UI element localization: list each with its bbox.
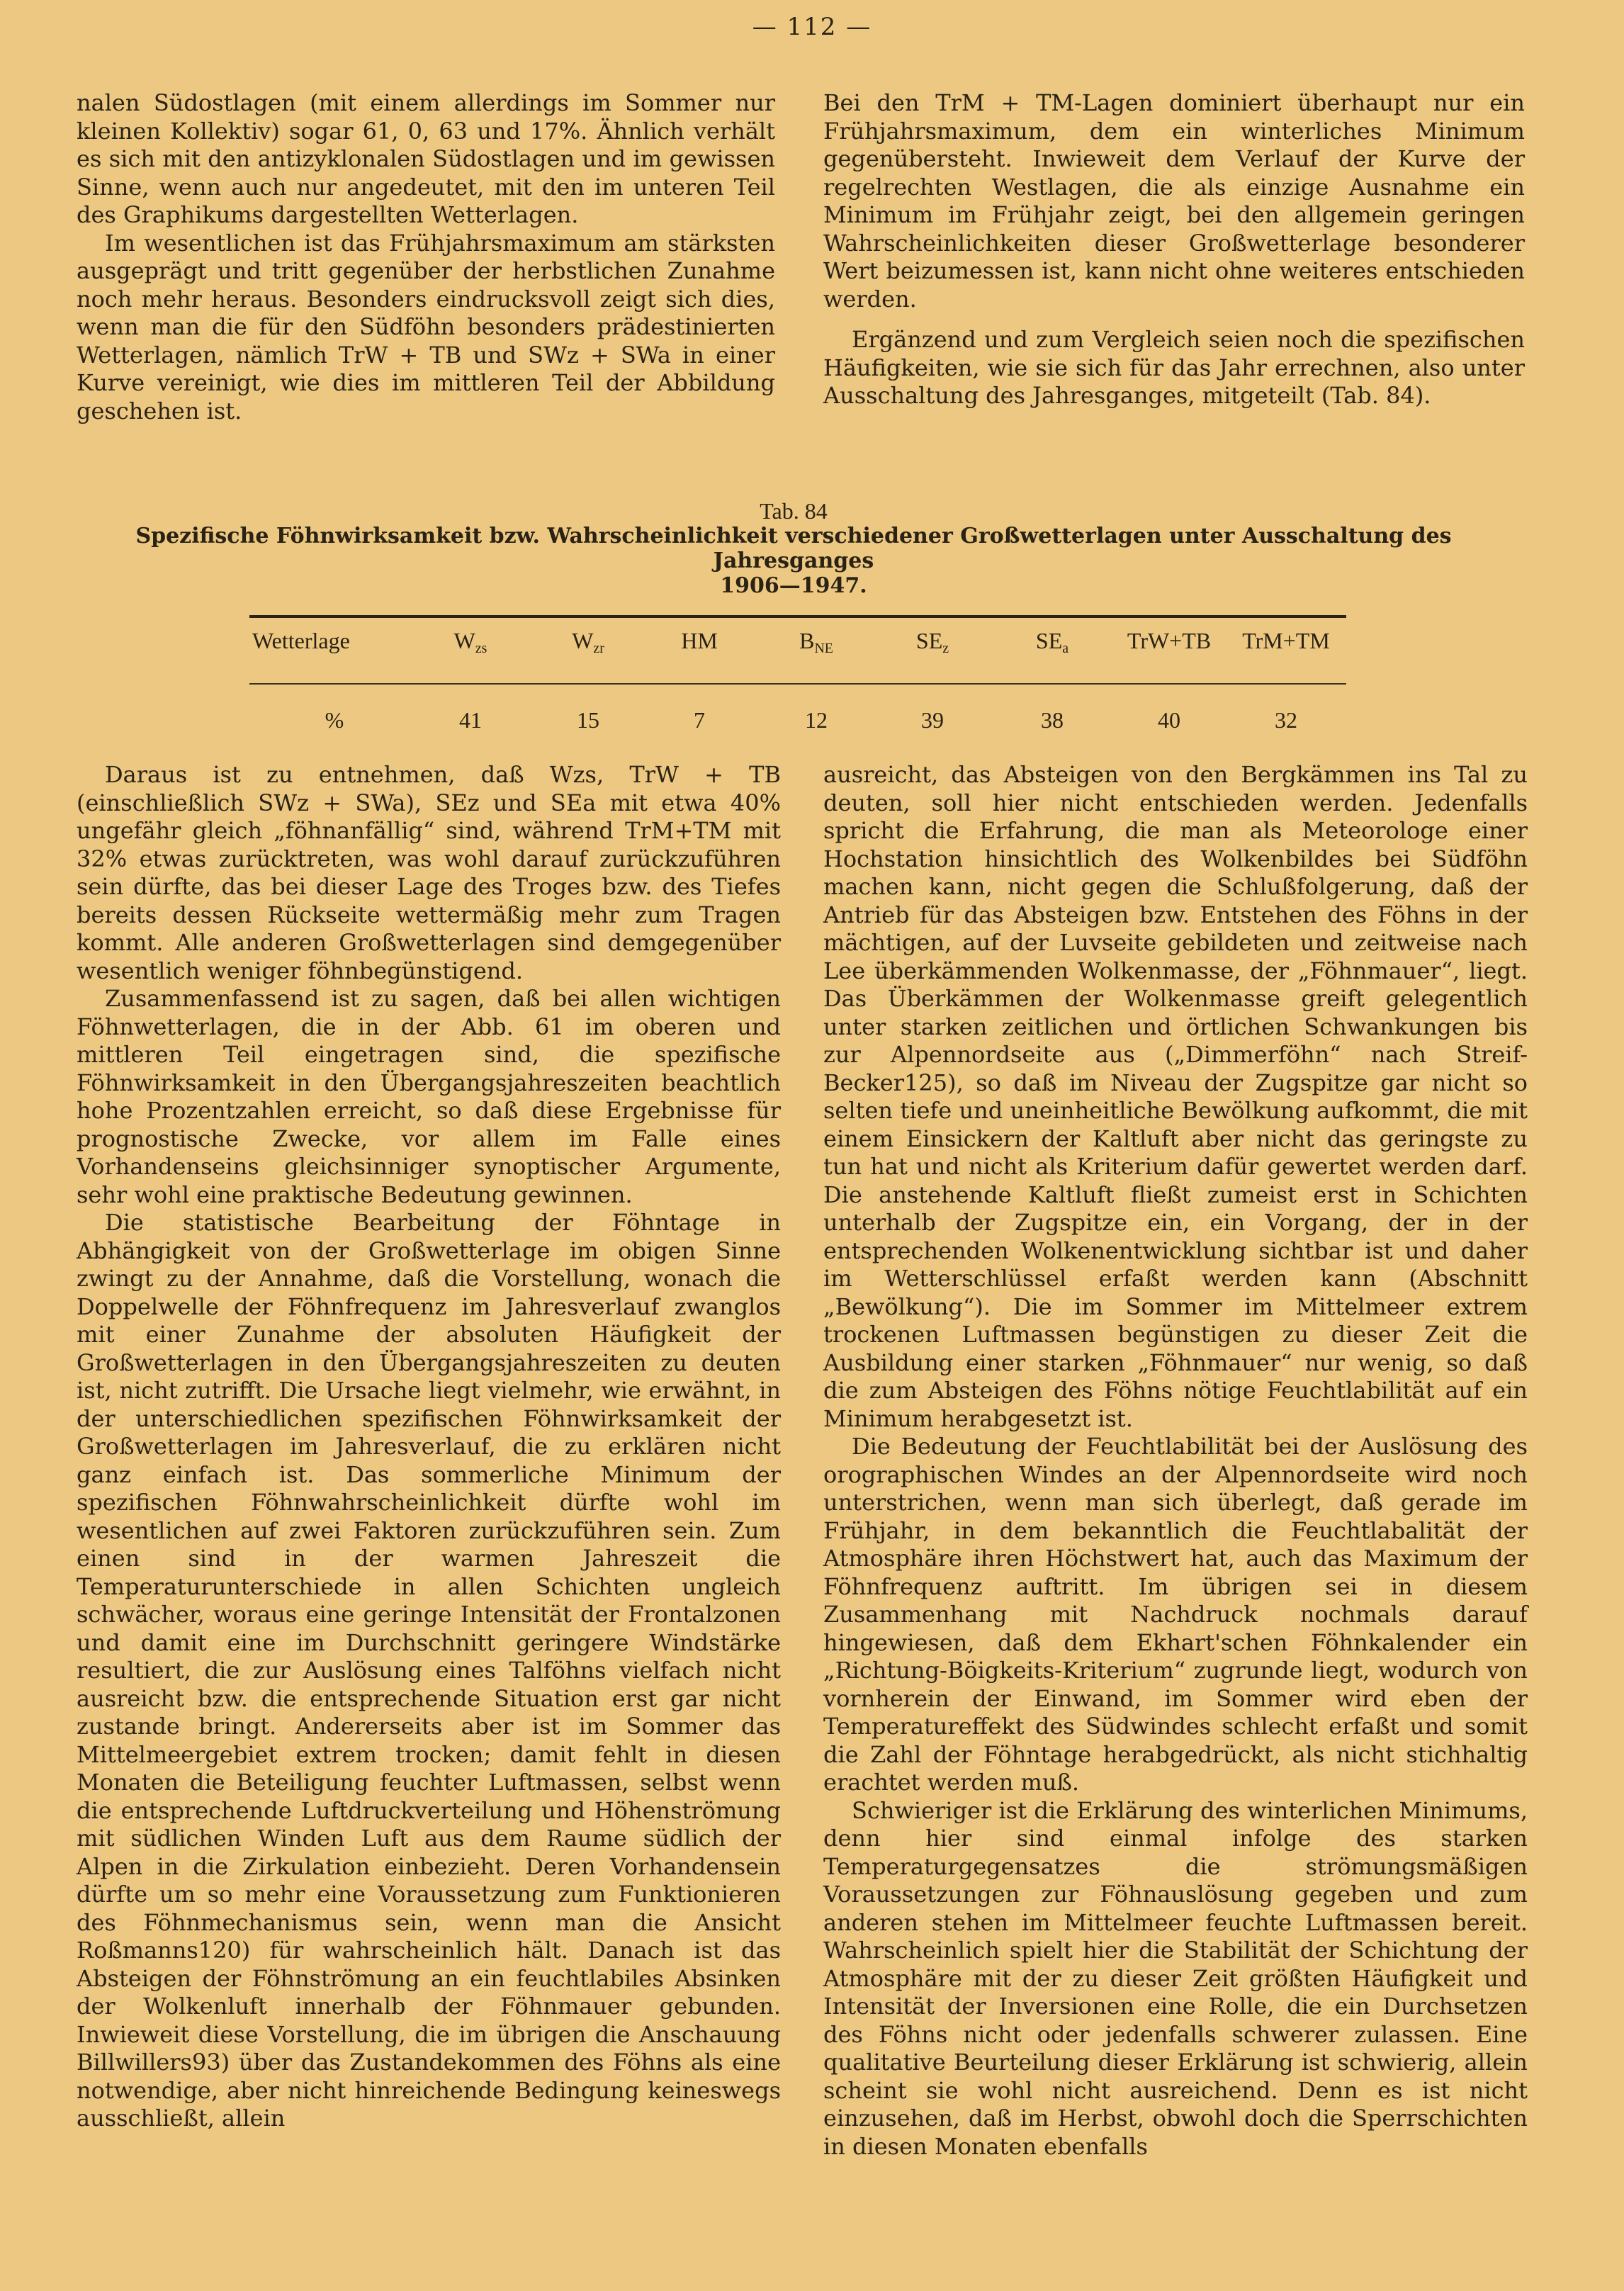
table-data-row <box>249 697 1346 733</box>
paragraph: Daraus ist zu entnehmen, daß Wzs, TrW + TB (einschließlich SWz + SWa), SEz und SEa mit etwa 40% ungefähr gleich „föhnanfällig“ sind, während TrM+TM mit 32% etwas zurücktreten, was wohl darauf zurückzuführen sein dürfte, das bei dieser Lage des Troges bzw. des Tiefes bereits dessen Rückseite wettermäßig mehr zum Tragen kommt. Alle anderen Großwetterlagen sind demgegenüber wesentlich weniger föhnbegünstigend. <box>77 761 781 984</box>
table-label: Tab. 84 <box>760 498 828 524</box>
paragraph: ausreicht, das Absteigen von den Bergkämmen ins Tal zu deuten, soll hier nicht entschieden werden. Jedenfalls spricht die Erfahrung, die man als Meteorologe einer Hochstation hinsichtlich des Wolkenbildes bei Südföhn machen kann, nicht gegen die Schlußfolgerung, daß der Antrieb für das Absteigen bzw. Entstehen des Föhns in der mächtigen, auf der Luvseite gebildeten und zeitweise nach Lee überkämmenden Wolkenmasse, der „Föhnmauer“, liegt. Das Überkämmen der Wolkenmasse greift gelegentlich unter starken zeitlichen und örtlichen Schwankungen bis zur Alpennordseite aus („Dimmerföhn“ nach Streif-Becker125), so daß im Niveau der Zugspitze gar nicht so selten tiefe und uneinheitliche Bewölkung aufkommt, die mit einem Einsickern der Kaltluft aber nicht das geringste zu tun hat und nicht als Kriterium dafür gewertet werden darf. Die anstehende Kaltluft fließt zumeist erst in Schichten unterhalb der Zugspitze ein, ein Vorgang, der in der entsprechenden Wolkenentwicklung sichtbar ist und daher im Wetterschlüssel erfaßt werden kann (Abschnitt „Bewölkung“). Die im Sommer im Mittelmeer extrem trockenen Luftmassen begünstigen zu dieser Zeit die Ausbildung einer starken „Föhnmauer“ nur wenig, so daß die zum Absteigen des Föhns nötige Feuchtlabilität auf ein Minimum herabgesetzt ist. <box>823 761 1528 1432</box>
column-header: $SE_z$ <box>915 628 949 656</box>
table-title: Spezifische Föhnwirksamkeit bzw. Wahrscheinlichkeit verschiedener Großwetterlagen unter Ausschaltung des Jahresganges <box>135 524 1452 573</box>
paragraph: Schwieriger ist die Erklärung des winterlichen Minimums, denn hier sind einmal infolge des starken Temperaturgegensatzes die strömungsmäßigen Voraussetzungen zur Föhnauslösung gegeben und zum anderen stehen im Mittelmeer feuchte Luftmassen bereit. Wahrscheinlich spielt hier die Stabilität der Schichtung der Atmosphäre mit der zu dieser Zeit größten Häufigkeit und Intensität der Inversionen eine Rolle, die ein Durchsetzen des Föhns nicht oder jedenfalls schwerer zulassen. Eine qualitative Beurteilung dieser Erklärung ist schwierig, allein scheint sie wohl nicht ausreichend. Denn es ist nicht einzusehen, daß im Herbst, obwohl doch die Sperrschichten in diesen Monaten ebenfalls <box>823 1796 1528 2160</box>
bottom-right-column <box>823 761 1528 2161</box>
unit-cell: % <box>325 707 344 733</box>
data-table <box>249 615 1346 733</box>
value-cell: 15 <box>577 707 599 733</box>
table-mid-rule <box>249 683 1346 685</box>
column-header: $W_{zr}$ <box>572 628 604 656</box>
bottom-left-column <box>77 761 781 2133</box>
value-cell: 41 <box>459 707 482 733</box>
value-cell: 38 <box>1041 707 1064 733</box>
paragraph: Zusammenfassend ist zu sagen, daß bei allen wichtigen Föhnwetterlagen, die in der Abb. 61 im oberen und mittleren Teil eingetragen sind, die spezifische Föhnwirksamkeit in den Übergangsjahreszeiten beachtlich hohe Prozentzahlen erreicht, so daß diese Ergebnisse für prognostische Zwecke, vor allem im Falle eines Vorhandenseins gleichsinniger synoptischer Argumente, sehr wohl eine praktische Bedeutung gewinnen. <box>77 985 781 1208</box>
column-header: $B_{NE}$ <box>799 628 833 656</box>
column-header: TrW+TB <box>1127 628 1212 653</box>
column-header-wetterlage: Wetterlage <box>252 628 350 653</box>
value-cell: 32 <box>1275 707 1297 733</box>
table-header-row <box>249 618 1346 656</box>
paragraph: nalen Südostlagen (mit einem allerdings im Sommer nur kleinen Kollektiv) sogar 61, 0, 63 und 17%. Ähnlich verhält es sich mit den antizyklonalen Südostlagen und im gewissen Sinne, wenn auch nur angedeutet, mit den im unteren Teil des Graphikums dargestellten Wetterlagen. <box>77 89 775 228</box>
value-cell: 7 <box>694 707 705 733</box>
value-cell: 40 <box>1158 707 1180 733</box>
paragraph: Die Bedeutung der Feuchtlabilität bei der Auslösung des orographischen Windes an der Alpennordseite wird noch unterstrichen, wenn man sich überlegt, daß gerade im Frühjahr, in dem bekanntlich die Feuchtlabalität der Atmosphäre ihren Höchstwert hat, auch das Maximum der Föhnfrequenz auftritt. Im übrigen sei in diesem Zusammenhang mit Nachdruck nochmals darauf hingewiesen, daß dem Ekhart'schen Föhnkalender ein „Richtung-Böigkeits-Kriterium“ zugrunde liegt, wodurch von vornherein der Einwand, im Sommer wird eben der Temperatureffekt des Südwindes schlecht erfaßt und somit die Zahl der Föhntage herabgedrückt, als nicht stichhaltig erachtet werden muß. <box>823 1433 1528 1796</box>
table-caption <box>85 499 1502 598</box>
top-right-column <box>823 89 1525 410</box>
paragraph: Ergänzend und zum Vergleich seien noch die spezifischen Häufigkeiten, wie sie sich für das Jahr errechnen, also unter Ausschaltung des Jahresganges, mitgeteilt (Tab. 84). <box>823 326 1525 409</box>
value-cell: 39 <box>921 707 944 733</box>
paragraph: Im wesentlichen ist das Frühjahrsmaximum am stärksten ausgeprägt und tritt gegenüber der herbstlichen Zunahme noch mehr heraus. Besonders eindrucksvoll zeigt sich dies, wenn man die für den Südföhn besonders prädestinierten Wetterlagen, nämlich TrW + TB und SWz + SWa in einer Kurve vereinigt, wie dies im mittleren Teil der Abbildung geschehen ist. <box>77 229 775 424</box>
column-header: $W_{zs}$ <box>453 628 487 656</box>
column-header: HM <box>681 628 718 653</box>
top-left-column <box>77 89 775 425</box>
column-header: TrM+TM <box>1242 628 1330 653</box>
paragraph: Bei den TrM + TM-Lagen dominiert überhaupt nur ein Frühjahrsmaximum, dem ein winterliches Minimum gegenübersteht. Inwieweit dem Verlauf der Kurve der regelrechten Westlagen, die als einzige Ausnahme ein Minimum im Frühjahr zeigt, bei den allgemein geringen Wahrscheinlichkeiten dieser Großwetterlage besonderer Wert beizumessen ist, kann nicht ohne weiteres entschieden werden. <box>823 89 1525 313</box>
value-cell: 12 <box>805 707 828 733</box>
page-number: — 112 — <box>752 13 872 41</box>
column-header: $SE_a$ <box>1035 628 1069 656</box>
paragraph: Die statistische Bearbeitung der Föhntage in Abhängigkeit von der Großwetterlage im obigen Sinne zwingt zu der Annahme, daß die Vorstellung, wonach die Doppelwelle der Föhnfrequenz im Jahresverlauf zwanglos mit einer Zunahme der absoluten Häufigkeit der Großwetterlagen in den Übergangsjahreszeiten zu deuten ist, nicht zutrifft. Die Ursache liegt vielmehr, wie erwähnt, in der unterschiedlichen spezifischen Föhnwirksamkeit der Großwetterlagen im Jahresverlauf, die zu erklären nicht ganz einfach ist. Das sommerliche Minimum der spezifischen Föhnwahrscheinlichkeit dürfte wohl im wesentlichen auf zwei Faktoren zurückzuführen sein. Zum einen sind in der warmen Jahreszeit die Temperaturunterschiede in allen Schichten ungleich schwächer, woraus eine geringe Intensität der Frontalzonen und damit eine im Durchschnitt geringere Windstärke resultiert, die zur Auslösung eines Talföhns vielfach nicht ausreicht bzw. die entsprechende Situation erst gar nicht zustande bringt. Andererseits aber ist im Sommer das Mittelmeergebiet extrem trocken; damit fehlt in diesen Monaten die Beteiligung feuchter Luftmassen, selbst wenn die entsprechende Luftdruckverteilung und Höhenströmung mit südlichen Winden Luft aus dem Raume südlich der Alpen in die Zirkulation einbezieht. Deren Vorhandensein dürfte um so mehr eine Voraussetzung zum Funktionieren des Föhnmechanismus sein, wenn man die Ansicht Roßmanns120) für wahrscheinlich hält. Danach ist das Absteigen der Föhnströmung an ein feuchtlabiles Absinken der Wolkenluft innerhalb der Föhnmauer gebunden. Inwieweit diese Vorstellung, die im übrigen die Anschauung Billwillers93) über das Zustandekommen des Föhns als eine notwendige, aber nicht hinreichende Bedingung keineswegs ausschließt, allein <box>77 1209 781 2132</box>
table-years: 1906—1947. <box>720 573 867 598</box>
